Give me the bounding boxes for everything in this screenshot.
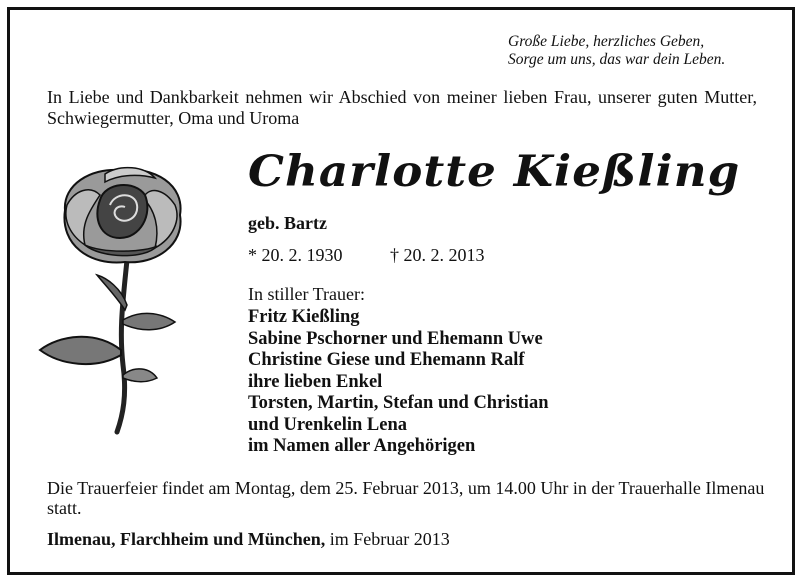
motto-line-2: Sorge um uns, das war dein Leben. — [508, 51, 726, 68]
mourner-line: ihre lieben Enkel — [248, 371, 383, 392]
mourners-list — [248, 307, 549, 458]
intro-text: In Liebe und Dankbarkeit nehmen wir Abschied von meiner lieben Frau, unserer guten Mutter, Schwiegermutter, Oma und Uroma — [47, 87, 757, 128]
motto-line-1: Große Liebe, herzliches Geben, — [508, 33, 705, 50]
death-date: † 20. 2. 2013 — [390, 245, 485, 265]
birth-date: * 20. 2. 1930 — [248, 245, 343, 265]
rose-icon — [35, 160, 205, 435]
motto-verse — [508, 33, 768, 69]
rose-center — [97, 185, 147, 238]
rose-stem — [117, 260, 127, 432]
birth-name: geb. Bartz — [248, 213, 327, 233]
mourner-line: Sabine Pschorner und Ehemann Uwe — [248, 328, 543, 349]
deceased-name: Charlotte Kießling — [248, 147, 741, 197]
mourner-line: Fritz Kießling — [248, 307, 360, 327]
closing-places: Ilmenau, Flarchheim und München, — [47, 529, 326, 549]
funeral-notice: Die Trauerfeier findet am Montag, dem 25. Februar 2013, um 14.00 Uhr in der Trauerhalle Ilmenau statt. — [47, 478, 765, 518]
rose-leaf-right — [123, 313, 175, 329]
rose-leaf-lower — [123, 369, 157, 382]
mourning-label: In stiller Trauer: — [248, 284, 365, 304]
mourner-line: im Namen aller Angehörigen — [248, 436, 476, 456]
mourner-line: und Urenkelin Lena — [248, 414, 408, 435]
rose-leaf-left — [40, 337, 121, 364]
life-dates — [248, 245, 485, 266]
mourner-line: Torsten, Martin, Stefan und Christian — [248, 393, 549, 413]
closing-date: im Februar 2013 — [325, 529, 450, 549]
mourner-line: Christine Giese und Ehemann Ralf — [248, 350, 525, 370]
closing-line — [47, 529, 450, 550]
